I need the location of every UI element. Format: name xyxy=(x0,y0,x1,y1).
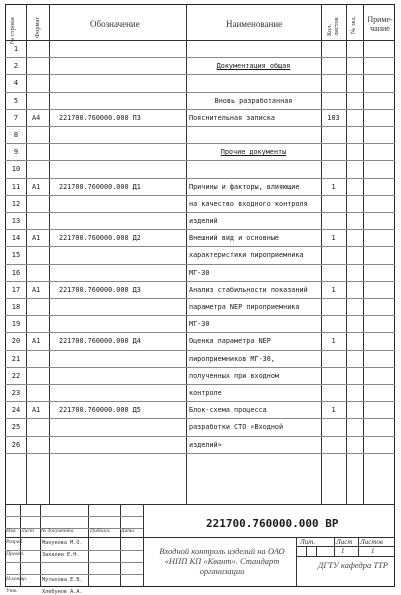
grid-line xyxy=(5,40,395,41)
row-name: изделий» xyxy=(189,440,222,449)
row-name: Прочие документы xyxy=(220,148,287,157)
row-qty: 1 xyxy=(331,406,336,415)
row-name: полученных при входном xyxy=(189,371,280,380)
row-format: А4 xyxy=(32,113,41,122)
grid-line xyxy=(334,537,335,556)
row-number: 14 xyxy=(11,234,21,243)
grid-line xyxy=(5,298,395,299)
grid-line xyxy=(5,436,395,437)
grid-line xyxy=(346,4,347,504)
row-designation: 221700.760000.000 Д2 xyxy=(59,234,141,243)
signer-name: Закалин Е.Н. xyxy=(42,552,80,559)
row-name: разработки СТО «Входной xyxy=(189,423,284,432)
grid-line xyxy=(5,178,395,179)
grid-line xyxy=(5,401,395,402)
row-number: 9 xyxy=(13,148,19,157)
row-number: 10 xyxy=(11,165,21,174)
lit-label: Лит. xyxy=(300,538,316,546)
grid-line xyxy=(5,246,395,247)
sheet-value: 1 xyxy=(341,547,345,555)
grid-line xyxy=(49,4,50,504)
grid-line xyxy=(5,264,395,265)
grid-line xyxy=(5,418,395,419)
row-name: Блок-схема процесса xyxy=(189,406,267,415)
grid-line xyxy=(5,126,395,127)
signer-role: Утв. xyxy=(6,587,18,594)
row-number: 7 xyxy=(13,113,19,122)
row-number: 23 xyxy=(11,389,21,397)
row-format: А1 xyxy=(32,182,41,191)
header-name: Наименование xyxy=(226,19,283,29)
header-designation: Обозначение xyxy=(90,19,140,29)
col-izm: Изм xyxy=(6,528,16,534)
signer-name: Мутыхова Е.В. xyxy=(42,576,83,583)
row-number: 12 xyxy=(11,199,21,208)
grid-line xyxy=(5,195,395,196)
grid-line xyxy=(5,57,395,58)
grid-line xyxy=(5,453,395,454)
row-number: 16 xyxy=(11,268,21,277)
grid-line xyxy=(5,315,395,316)
row-format: А1 xyxy=(32,406,41,415)
sheets-value: 1 xyxy=(371,547,375,555)
row-number: 22 xyxy=(11,371,21,380)
grid-line xyxy=(5,550,143,551)
signer-role: Разраб. xyxy=(6,539,24,545)
header-format: Формат xyxy=(34,16,41,38)
grid-line xyxy=(5,562,143,563)
row-name: изделий xyxy=(189,217,218,225)
organization: ДГТУ кафедра ТТР xyxy=(318,560,388,570)
row-format: А1 xyxy=(32,337,41,346)
grid-line xyxy=(5,160,395,161)
row-name: Документация общая xyxy=(216,62,291,71)
header-copy-no: № экз. xyxy=(350,16,357,34)
signer-role: Н.контр. xyxy=(6,575,28,582)
row-name: пироприемников МГ-30, xyxy=(189,354,275,363)
row-number: 24 xyxy=(11,406,21,415)
grid-line xyxy=(296,546,395,547)
row-name: Пояснительная записка xyxy=(189,113,275,122)
signer-name: Макунова М.О. xyxy=(42,540,83,546)
grid-line xyxy=(5,367,395,368)
row-name: Внешний вид и основные xyxy=(189,234,280,243)
row-name: Анализ стабильности показаний xyxy=(189,285,308,294)
row-name: Оценка параметра NEP xyxy=(189,337,271,346)
grid-line xyxy=(5,384,395,385)
grid-line xyxy=(5,92,395,93)
row-number: 21 xyxy=(11,354,21,363)
sheet-label: Лист xyxy=(336,538,353,546)
grid-line xyxy=(5,229,395,230)
row-number: 1 xyxy=(13,45,19,53)
row-number: 18 xyxy=(11,303,21,311)
row-name: МГ-30 xyxy=(189,268,210,277)
row-number: 17 xyxy=(11,285,21,294)
grid-line xyxy=(5,109,395,110)
row-name: Причины и факторы, влияющие xyxy=(189,182,300,191)
row-number: 25 xyxy=(11,423,21,432)
row-designation: 221700.760000.000 Д3 xyxy=(59,285,141,294)
row-name: параметра NEP пироприемника xyxy=(189,303,300,311)
grid-line xyxy=(306,546,307,556)
grid-line xyxy=(5,143,395,144)
grid-line xyxy=(143,504,144,587)
row-qty: 1 xyxy=(331,337,336,346)
grid-line xyxy=(186,4,187,504)
grid-line xyxy=(5,504,395,505)
col-doc: № документа xyxy=(41,528,74,534)
row-designation: 221700.760000.000 Д1 xyxy=(59,182,141,191)
row-qty: 1 xyxy=(331,285,336,294)
document-title: Входной контроль изделий на ОАО «НПП КП «Квант». Стандарт организации xyxy=(159,546,285,576)
grid-line xyxy=(358,537,359,556)
row-format: А1 xyxy=(32,234,41,243)
grid-line xyxy=(5,516,143,517)
signer-name: Хлебунов А.А. xyxy=(42,588,83,595)
sheets-label: Листов xyxy=(360,538,383,546)
row-number: 5 xyxy=(13,96,19,105)
row-number: 13 xyxy=(11,217,21,225)
row-name: Вновь разработанная xyxy=(214,96,293,105)
row-designation: 221700.760000.000 Д5 xyxy=(59,406,141,415)
grid-line xyxy=(5,537,143,538)
grid-line xyxy=(321,4,322,504)
grid-line xyxy=(363,4,364,504)
grid-line xyxy=(5,212,395,213)
grid-line xyxy=(5,332,395,333)
col-sign: Подпись xyxy=(90,528,110,534)
row-number: 26 xyxy=(11,440,21,449)
grid-line xyxy=(5,281,395,282)
header-qty: Кол. листов xyxy=(326,17,341,36)
grid-line xyxy=(5,350,395,351)
row-number: 20 xyxy=(11,337,21,346)
row-number: 8 xyxy=(13,131,19,139)
grid-line xyxy=(296,537,297,587)
row-number: 2 xyxy=(13,62,19,71)
row-qty: 103 xyxy=(327,113,340,122)
header-note: Приме-чание xyxy=(367,15,393,33)
col-list: Лист xyxy=(21,528,34,534)
grid-line xyxy=(5,574,143,575)
row-number: 4 xyxy=(13,79,19,88)
row-number: 15 xyxy=(11,251,21,260)
row-name: характеристики пирoприемника xyxy=(189,251,304,260)
document-code: 221700.760000.000 ВР xyxy=(206,517,339,530)
row-number: 11 xyxy=(11,182,21,191)
grid-line xyxy=(5,74,395,75)
col-date: Дата xyxy=(121,528,135,534)
row-designation: 221700.760000.000 ПЗ xyxy=(59,113,141,122)
row-name: контроле xyxy=(189,389,222,397)
header-row-no: № строки xyxy=(9,17,16,44)
row-name: на качество входного контроля xyxy=(189,199,308,208)
row-number: 19 xyxy=(11,320,21,329)
signer-role: Провер. xyxy=(6,551,25,558)
grid-line xyxy=(316,546,317,556)
grid-line xyxy=(296,556,395,557)
row-qty: 1 xyxy=(331,234,336,243)
row-qty: 1 xyxy=(331,182,336,191)
row-format: А1 xyxy=(32,285,41,294)
row-designation: 221700.760000.000 Д4 xyxy=(59,337,141,346)
row-name: МГ-30 xyxy=(189,320,210,329)
